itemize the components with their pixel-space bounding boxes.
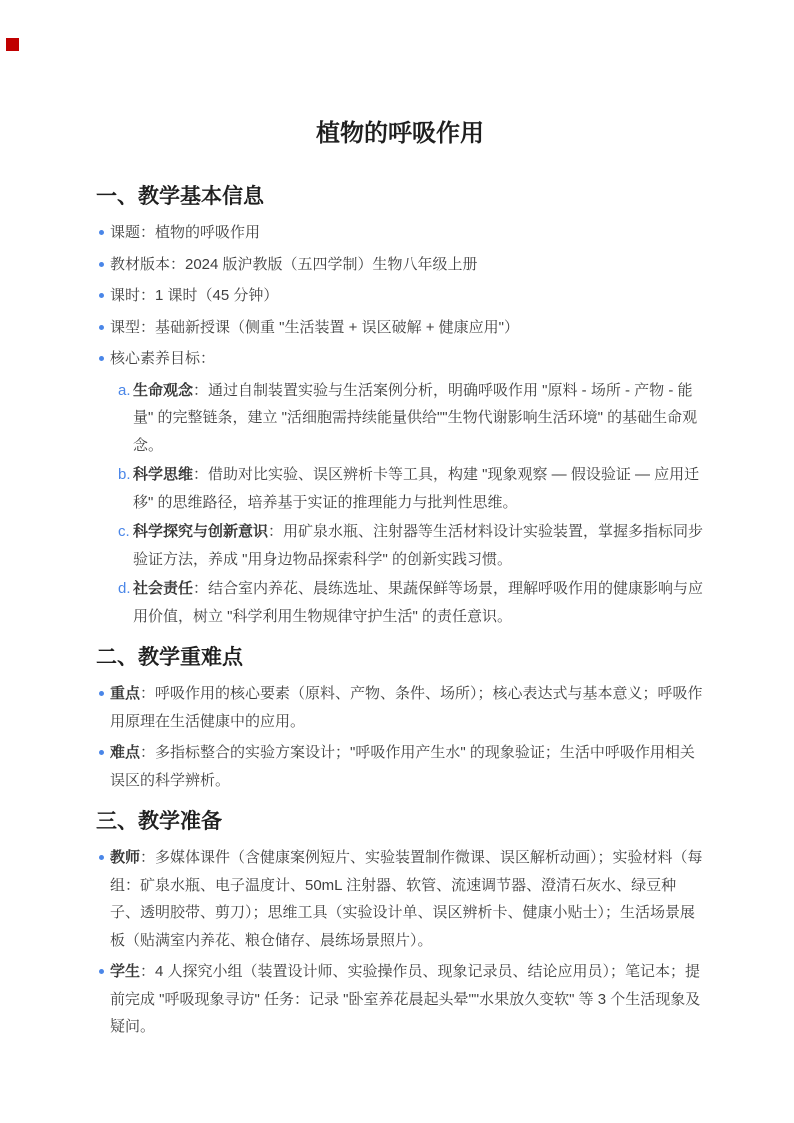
sub-list-item-social-responsibility bbox=[96, 575, 704, 630]
item-text: ：呼吸作用的核心要素（原料、产物、条件、场所）；核心表达式与基本意义；呼吸作用原理在生活健康中的应用。 bbox=[110, 685, 703, 730]
document-content bbox=[96, 0, 704, 1045]
sub-item-label: 科学思维 bbox=[133, 466, 194, 483]
section-heading-preparation: 三、教学准备 bbox=[96, 810, 222, 833]
list-item-text: 课型：基础新授课（侧重 "生活装置 + 误区破解 + 健康应用"） bbox=[110, 318, 520, 336]
bullet-icon bbox=[99, 855, 104, 860]
sub-item-label: 社会责任 bbox=[133, 580, 194, 597]
section-basic-info bbox=[96, 183, 704, 630]
sub-list-item-inquiry-innovation bbox=[96, 518, 704, 573]
core-goals-sublist bbox=[96, 377, 704, 631]
list-item-teacher bbox=[96, 844, 704, 954]
sub-list-marker: b. bbox=[118, 466, 131, 483]
list-item-text: 课题：植物的呼吸作用 bbox=[110, 224, 261, 241]
sub-list-item-life-concept bbox=[96, 377, 704, 460]
bullet-icon bbox=[99, 262, 104, 267]
basic-info-list bbox=[96, 219, 704, 630]
item-text: ：多媒体课件（含健康案例短片、实验装置制作微课、误区解析动画）；实验材料（每组：矿泉水瓶、电子温度计、50mL 注射器、软管、流速调节器、澄清石灰水、绿豆种子、透明胶带、剪刀）；思维工具（实验设计单、误区辨析卡、健康小贴士）；生活场景展板（贴满室内养花、粮仓储存、晨练场景照片）。 bbox=[110, 849, 703, 949]
section-heading-basic-info: 一、教学基本信息 bbox=[96, 185, 264, 208]
sub-item-label: 科学探究与创新意识 bbox=[133, 523, 269, 540]
sub-item-text: ：用矿泉水瓶、注射器等生活材料设计实验装置，掌握多指标同步验证方法，养成 "用身边物品探索科学" 的创新实践习惯。 bbox=[133, 523, 704, 568]
bullet-icon bbox=[99, 230, 104, 235]
list-item-difficulty bbox=[96, 739, 704, 794]
list-item-key-point bbox=[96, 680, 704, 735]
list-item-student bbox=[96, 958, 704, 1041]
sub-list-marker: c. bbox=[118, 523, 130, 540]
bullet-icon bbox=[99, 293, 104, 298]
list-item-core-goals bbox=[96, 345, 704, 373]
bullet-icon bbox=[99, 750, 104, 755]
sub-item-text: ：结合室内养花、晨练选址、果蔬保鲜等场景，理解呼吸作用的健康影响与应用价值，树立 "科学利用生物规律守护生活" 的责任意识。 bbox=[133, 580, 704, 625]
section-heading-key-points: 二、教学重难点 bbox=[96, 646, 243, 669]
red-corner-marker bbox=[6, 38, 19, 51]
list-item-textbook bbox=[96, 251, 704, 279]
item-label: 重点 bbox=[110, 685, 141, 702]
list-item-text: 教材版本：2024 版沪教版（五四学制）生物八年级上册 bbox=[110, 255, 478, 273]
bullet-icon bbox=[99, 356, 104, 361]
list-item-lesson-type bbox=[96, 314, 704, 342]
sub-item-text: ：通过自制装置实验与生活案例分析，明确呼吸作用 "原料 - 场所 - 产物 - 能量" 的完整链条，建立 "活细胞需持续能量供给""生物代谢影响生活环境" 的基础生命观念。 bbox=[133, 381, 698, 454]
list-item-text: 课时：1 课时（45 分钟） bbox=[110, 287, 279, 304]
item-text: ：多指标整合的实验方案设计；"呼吸作用产生水" 的现象验证；生活中呼吸作用相关误区的科学辨析。 bbox=[110, 744, 695, 789]
item-text: ：4 人探究小组（装置设计师、实验操作员、现象记录员、结论应用员）；笔记本；提前完成 "呼吸现象寻访" 任务：记录 "卧室养花晨起头晕""水果放久变软" 等 3 个生活现象及疑问。 bbox=[110, 963, 701, 1035]
bullet-icon bbox=[99, 969, 104, 974]
list-item-topic bbox=[96, 219, 704, 247]
sub-list-marker: d. bbox=[118, 580, 131, 597]
sub-item-text: ：借助对比实验、误区辨析卡等工具，构建 "现象观察 — 假设验证 — 应用迁移" 的思维路径，培养基于实证的推理能力与批判性思维。 bbox=[133, 466, 700, 511]
sub-list-item-scientific-thinking bbox=[96, 461, 704, 516]
item-label: 学生 bbox=[110, 963, 141, 980]
section-preparation bbox=[96, 808, 704, 1041]
item-label: 难点 bbox=[110, 744, 141, 761]
item-label: 教师 bbox=[110, 849, 141, 866]
document-title: 植物的呼吸作用 bbox=[316, 120, 484, 147]
key-points-list bbox=[96, 680, 704, 794]
section-key-points bbox=[96, 644, 704, 794]
preparation-list bbox=[96, 844, 704, 1041]
sub-item-label: 生命观念 bbox=[133, 381, 194, 399]
list-item-duration bbox=[96, 282, 704, 310]
sub-list-marker: a. bbox=[118, 381, 131, 399]
bullet-icon bbox=[99, 691, 104, 696]
bullet-icon bbox=[99, 325, 104, 330]
list-item-text: 核心素养目标： bbox=[110, 350, 216, 367]
